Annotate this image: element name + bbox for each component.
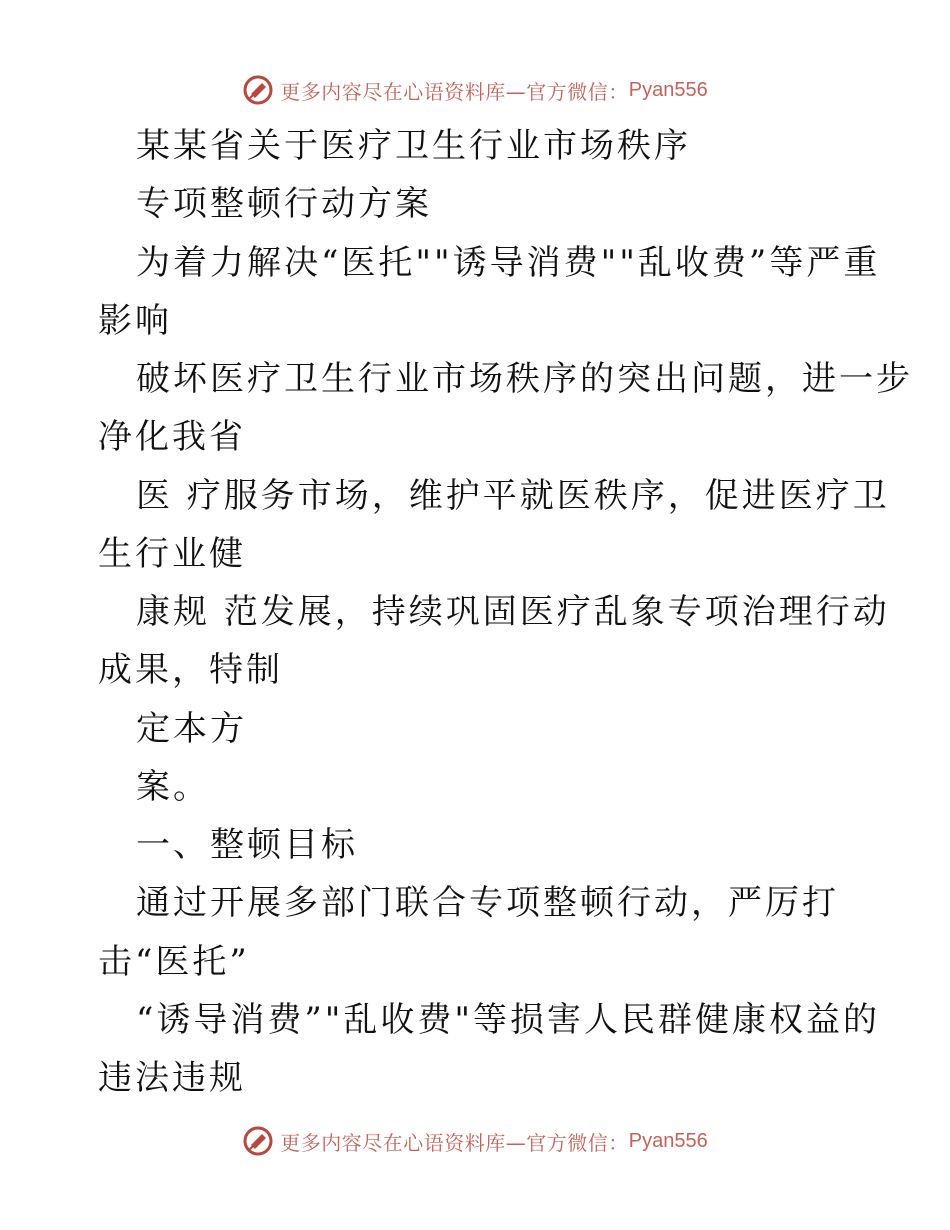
brand-logo-icon xyxy=(242,74,274,106)
watermark-text: 更多内容尽在心语资料库—官方微信： xyxy=(280,79,629,104)
body-line: 为着力解决“医托""诱导消费""乱收费”等严重 xyxy=(136,243,881,283)
body-line: 康规 范发展，持续巩固医疗乱象专项治理行动 xyxy=(136,592,890,632)
body-line: 影响 xyxy=(98,301,172,341)
wechat-id: Pyan556 xyxy=(628,1129,708,1152)
section-heading: 一、整顿目标 xyxy=(136,825,358,865)
body-line: 击“医托” xyxy=(98,942,250,982)
body-line: 净化我省 xyxy=(98,417,246,457)
body-line: 通过开展多部门联合专项整顿行动，严厉打 xyxy=(136,883,839,923)
brand-logo-icon xyxy=(242,1125,274,1157)
body-line: 医 疗服务市场，维护平就医秩序，促进医疗卫 xyxy=(136,476,890,516)
document-title-line-1: 某某省关于医疗卫生行业市场秩序 xyxy=(136,126,691,166)
body-line: 案。 xyxy=(136,767,210,807)
body-line: 生行业健 xyxy=(98,534,246,574)
body-line: 破坏医疗卫生行业市场秩序的突出问题，进一步 xyxy=(136,359,913,399)
body-line: 定本方 xyxy=(136,709,247,749)
body-line: 成果，特制 xyxy=(98,650,283,690)
header-watermark xyxy=(0,70,950,110)
body-line: 违法违规 xyxy=(98,1058,246,1098)
footer-watermark xyxy=(0,1121,950,1161)
body-line: “诱导消费”"乱收费"等损害人民群健康权益的 xyxy=(136,1000,881,1040)
document-title-line-2: 专项整顿行动方案 xyxy=(136,184,432,224)
wechat-id: Pyan556 xyxy=(628,78,708,101)
watermark-text: 更多内容尽在心语资料库—官方微信： xyxy=(280,1130,629,1155)
